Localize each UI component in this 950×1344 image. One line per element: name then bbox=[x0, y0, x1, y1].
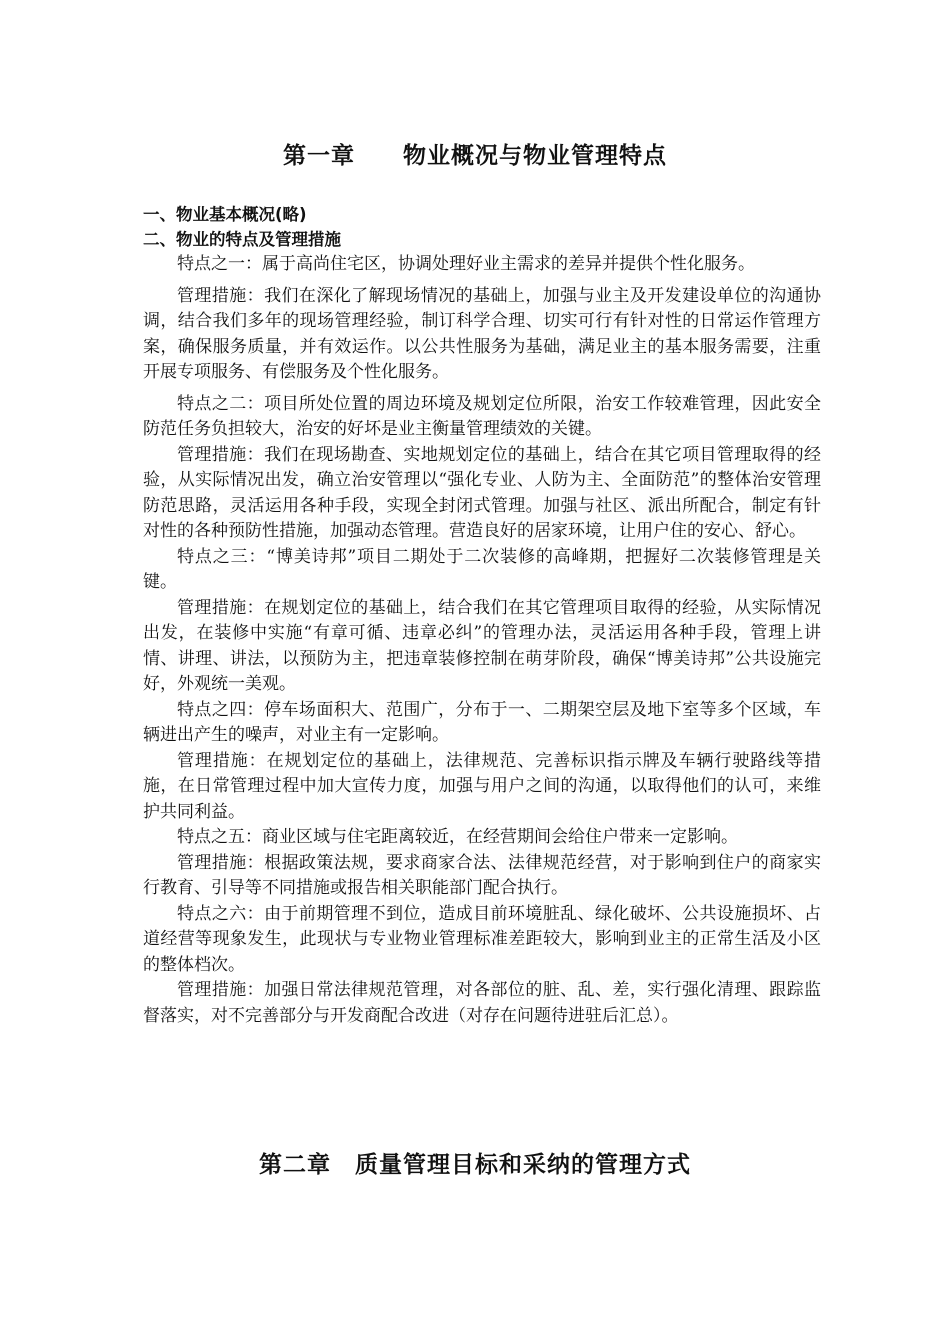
measure-paragraph-5: 管理措施：根据政策法规，要求商家合法、法律规范经营，对于影响到住户的商家实行教育、引导等不同措施或报告相关职能部门配合执行。 bbox=[143, 852, 821, 898]
feature-paragraph-6: 特点之六：由于前期管理不到位，造成目前环境脏乱、绿化破坏、公共设施损坏、占道经营等现象发生，此现状与专业物业管理标准差距较大，影响到业主的正常生活及小区的整体档次。 bbox=[143, 903, 821, 975]
measure-paragraph-1: 管理措施：我们在深化了解现场情况的基础上，加强与业主及开发建设单位的沟通协调，结合我们多年的现场管理经验，制订科学合理、切实可行有针对性的日常运作管理方案，确保服务质量，并有效运作。以公共性服务为基础，满足业主的基本服务需要，注重开展专项服务、有偿服务及个性化服务。 bbox=[143, 285, 821, 382]
measure-paragraph-2: 管理措施：我们在现场勘查、实地规划定位的基础上，结合在其它项目管理取得的经验，从实际情况出发，确立治安管理以“强化专业、人防为主、全面防范”的整体治安管理防范思路，灵活运用各种手段，实现全封闭式管理。加强与社区、派出所配合，制定有针对性的各种预防性措施，加强动态管理。营造良好的居家环境，让用户住的安心、舒心。 bbox=[143, 444, 821, 541]
section-heading-2: 二、物业的特点及管理措施 bbox=[143, 230, 341, 249]
feature-paragraph-5: 特点之五：商业区域与住宅距离较近，在经营期间会给住户带来一定影响。 bbox=[177, 827, 738, 847]
chapter-1-title: 第一章 物业概况与物业管理特点 bbox=[283, 143, 667, 169]
measure-paragraph-4: 管理措施：在规划定位的基础上，法律规范、完善标识指示牌及车辆行驶路线等措施，在日常管理过程中加大宣传力度，加强与用户之间的沟通，以取得他们的认可，来维护共同利益。 bbox=[143, 750, 821, 822]
feature-paragraph-4: 特点之四：停车场面积大、范围广，分布于一、二期架空层及地下室等多个区域，车辆进出产生的噪声，对业主有一定影响。 bbox=[143, 699, 821, 745]
feature-paragraph-3: 特点之三：“博美诗邦”项目二期处于二次装修的高峰期，把握好二次装修管理是关键。 bbox=[143, 546, 821, 592]
section-heading-1: 一、物业基本概况(略) bbox=[143, 205, 307, 224]
feature-paragraph-2: 特点之二：项目所处位置的周边环境及规划定位所限，治安工作较难管理，因此安全防范任务负担较大，治安的好坏是业主衡量管理绩效的关键。 bbox=[143, 393, 821, 439]
measure-paragraph-3: 管理措施：在规划定位的基础上，结合我们在其它管理项目取得的经验，从实际情况出发，在装修中实施“有章可循、违章必纠”的管理办法，灵活运用各种手段，管理上讲情、讲理、讲法，以预防为主，把违章装修控制在萌芽阶段，确保“博美诗邦”公共设施完好，外观统一美观。 bbox=[143, 597, 821, 694]
chapter-2-title: 第二章 质量管理目标和采纳的管理方式 bbox=[259, 1152, 691, 1178]
feature-paragraph-1: 特点之一：属于高尚住宅区，协调处理好业主需求的差异并提供个性化服务。 bbox=[177, 254, 755, 274]
chapter-1-body bbox=[143, 202, 821, 1029]
measure-paragraph-6: 管理措施：加强日常法律规范管理，对各部位的脏、乱、差，实行强化清理、跟踪监督落实，对不完善部分与开发商配合改进（对存在问题待进驻后汇总）。 bbox=[143, 980, 821, 1026]
